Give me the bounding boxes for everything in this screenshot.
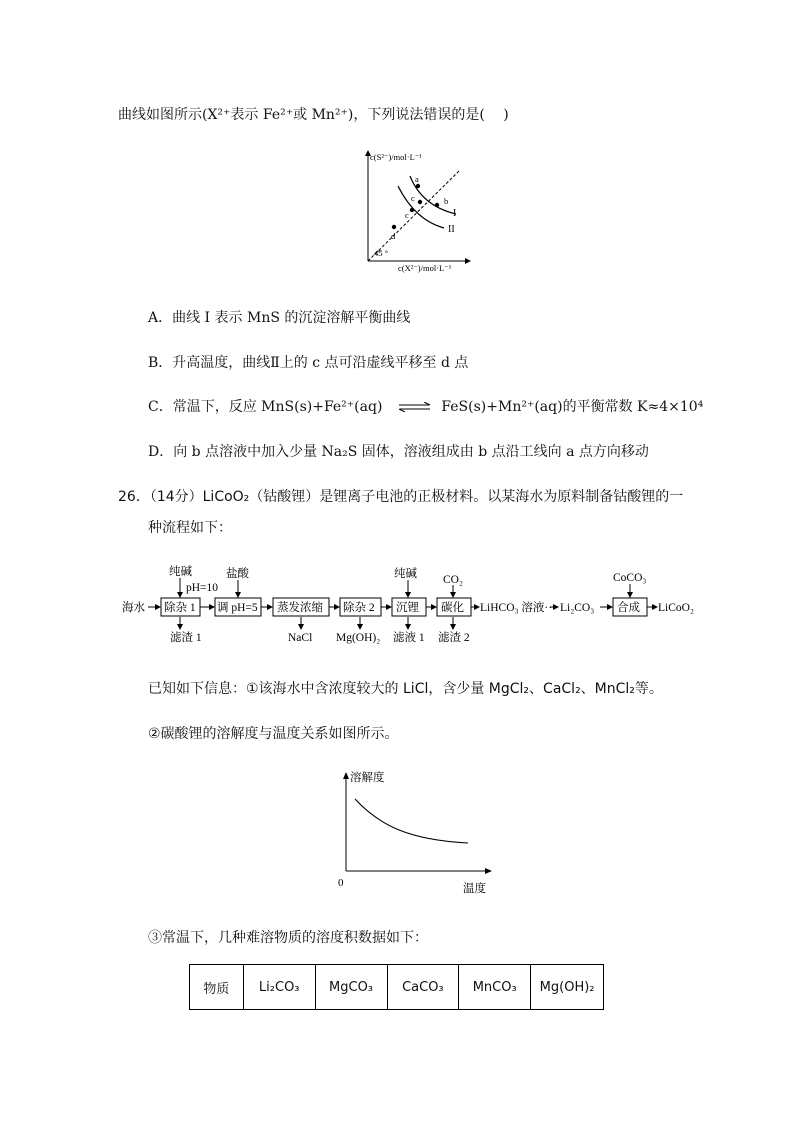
point-d-label: d — [391, 231, 396, 241]
residue-2-label: 滤渣 2 — [438, 632, 470, 644]
point-b — [435, 203, 439, 207]
point-a-label: a — [415, 174, 419, 184]
table-row — [190, 965, 604, 1010]
curve-I-label: I — [453, 208, 457, 219]
point-a — [416, 184, 420, 188]
step-2-label: 调 pH=5 — [217, 602, 258, 614]
table-cell: Mg(OH)₂ — [531, 965, 604, 1010]
y-axis-label: 溶解度 — [350, 772, 385, 784]
step-6-label: 碳化 — [441, 602, 464, 614]
origin-label: 0 — [338, 877, 344, 889]
point-c-upper — [418, 200, 422, 204]
option-a: A．曲线 I 表示 MnS 的沉淀溶解平衡曲线 — [148, 310, 411, 326]
nacl-label: NaCl — [288, 632, 313, 644]
solubility-curve — [355, 799, 468, 843]
option-b: B．升高温度，曲线Ⅱ上的 c 点可沿虚线平移至 d 点 — [148, 355, 469, 371]
x-axis-label: 温度 — [463, 883, 486, 895]
step-3-label: 蒸发浓缩 — [277, 602, 323, 614]
option-d: D．向 b 点溶液中加入少量 Na₂S 固体，溶液组成由 b 点沿工线向 a 点方向移动 — [148, 444, 649, 460]
point-d — [392, 225, 396, 229]
co2-label: CO₂ — [443, 574, 463, 586]
known-info-2: ②碳酸锂的溶解度与温度关系如图所示。 — [148, 726, 399, 742]
step-5-label: 沉锂 — [396, 602, 419, 614]
solubility-equilibrium-graph — [360, 148, 472, 273]
step-1-label: 除杂 1 — [164, 602, 196, 614]
step-4-label: 除杂 2 — [343, 602, 375, 614]
table-cell: MnCO₃ — [459, 965, 531, 1010]
x-axis-label: c(X²⁻)/mol·L⁻¹ — [398, 263, 452, 273]
known-info-1: 已知如下信息：①该海水中含浓度较大的 LiCl，含少量 MgCl₂、CaCl₂、MnCl₂等。 — [148, 681, 663, 697]
seawater-label: 海水 — [122, 602, 145, 614]
y-axis-label: c(S²⁻)/mol·L⁻¹ — [370, 152, 422, 162]
table-cell: MgCO₃ — [315, 965, 387, 1010]
step-7-label: 合成 — [617, 602, 640, 614]
equilibrium-arrow-icon — [397, 402, 433, 412]
angle-label: 45 ° — [374, 248, 389, 258]
table-cell: Li₂CO₃ — [243, 965, 315, 1010]
process-flow-diagram — [120, 563, 700, 649]
table-cell: CaCO₃ — [387, 965, 459, 1010]
point-c-upper-label: c — [411, 193, 415, 203]
lihco3-solution-label: LiHCO₃ 溶液··· — [480, 602, 556, 614]
point-c — [410, 208, 414, 212]
question-26-stem-line1: 26．（14分）LiCoO₂（钴酸锂）是锂离子电池的正极材料。以某海水为原料制备钴酸锂的一 — [118, 489, 684, 505]
soda-ash-label-2: 纯碱 — [394, 568, 417, 580]
option-c-products: FeS(s)+Mn²⁺(aq)的平衡常数 K≈4×10⁴ — [441, 399, 704, 415]
mg-oh2-label: Mg(OH)₂ — [336, 632, 381, 644]
li2co3-solubility-graph — [330, 768, 495, 898]
option-c-reactants: C．常温下，反应 MnS(s)+Fe²⁺(aq) — [148, 399, 383, 415]
soda-ash-label-1: 纯碱 — [169, 566, 192, 578]
question-26-stem-line2: 种流程如下： — [148, 520, 232, 536]
option-c — [148, 396, 703, 416]
curve-II-label: II — [448, 224, 455, 235]
point-c-label: c — [405, 210, 409, 220]
ph10-label: pH=10 — [186, 582, 219, 594]
li2co3-label: Li₂CO₃ — [560, 602, 595, 614]
hydrochloric-acid-label: 盐酸 — [226, 568, 249, 580]
solubility-product-table — [189, 964, 604, 1010]
residue-1-label: 滤渣 1 — [170, 632, 202, 644]
known-info-3: ③常温下，几种难溶物质的溶度积数据如下： — [148, 930, 428, 946]
coco3-label: CoCO₃ — [613, 572, 647, 584]
table-cell: 物质 — [190, 965, 244, 1010]
question-25-stem: 曲线如图所示(X²⁺表示 Fe²⁺或 Mn²⁺)，下列说法错误的是( ) — [118, 107, 509, 123]
filtrate-1-label: 滤液 1 — [393, 632, 425, 644]
point-b-label: b — [444, 196, 449, 206]
licoo2-label: LiCoO₂ — [658, 602, 694, 614]
